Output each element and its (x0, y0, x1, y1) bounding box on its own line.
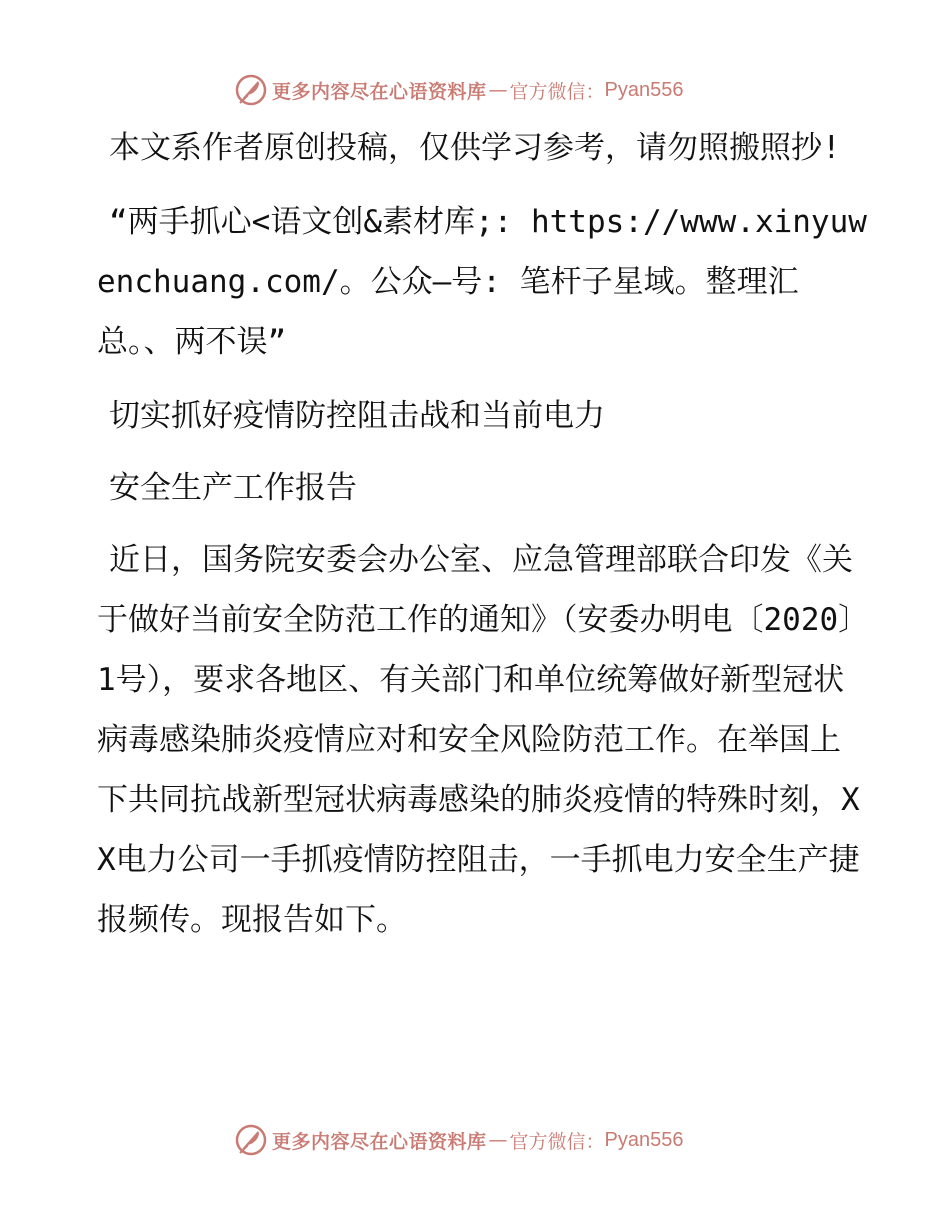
banner-main-text: 更多内容尽在心语资料库 (272, 1130, 487, 1153)
footer-banner (234, 1122, 684, 1158)
banner-main-text: 更多内容尽在心语资料库 (272, 80, 487, 103)
feather-pen-logo-icon (234, 1123, 268, 1157)
title-line-2: 安全生产工作报告 (109, 470, 357, 506)
header-banner (234, 72, 684, 108)
banner-dash: — (488, 1129, 508, 1151)
banner-wechat-label: 官方微信： (509, 1130, 605, 1153)
body-paragraph: 近日，国务院安委会办公室、应急管理部联合印发《关于做好当前安全防范工作的通知》（安委办明电〔2020〕1号），要求各地区、有关部门和单位统筹做好新型冠状病毒感染肺炎疫情应对和安全风险防范工作。在举国上下共同抗战新型冠状病毒感染的肺炎疫情的特殊时刻，XX电力公司一手抓疫情防控阻击，一手抓电力安全生产捷报频传。现报告如下。 (97, 542, 860, 938)
disclaimer-paragraph: 本文系作者原创投稿，仅供学习参考，请勿照搬照抄! (109, 130, 841, 166)
source-paragraph: “两手抓心<语文创&素材库;: https://www.xinyuwenchuang.com/。公众—号: 笔杆子星域。整理汇总。、两不误” (97, 204, 867, 360)
banner-wechat-id: Pyan556 (604, 78, 684, 101)
feather-pen-logo-icon (234, 73, 268, 107)
banner-dash: — (488, 79, 508, 101)
title-line-1: 切实抓好疫情防控阻击战和当前电力 (109, 398, 605, 434)
document-body (97, 118, 867, 964)
banner-wechat-label: 官方微信： (509, 80, 605, 103)
banner-wechat-id: Pyan556 (604, 1128, 684, 1151)
